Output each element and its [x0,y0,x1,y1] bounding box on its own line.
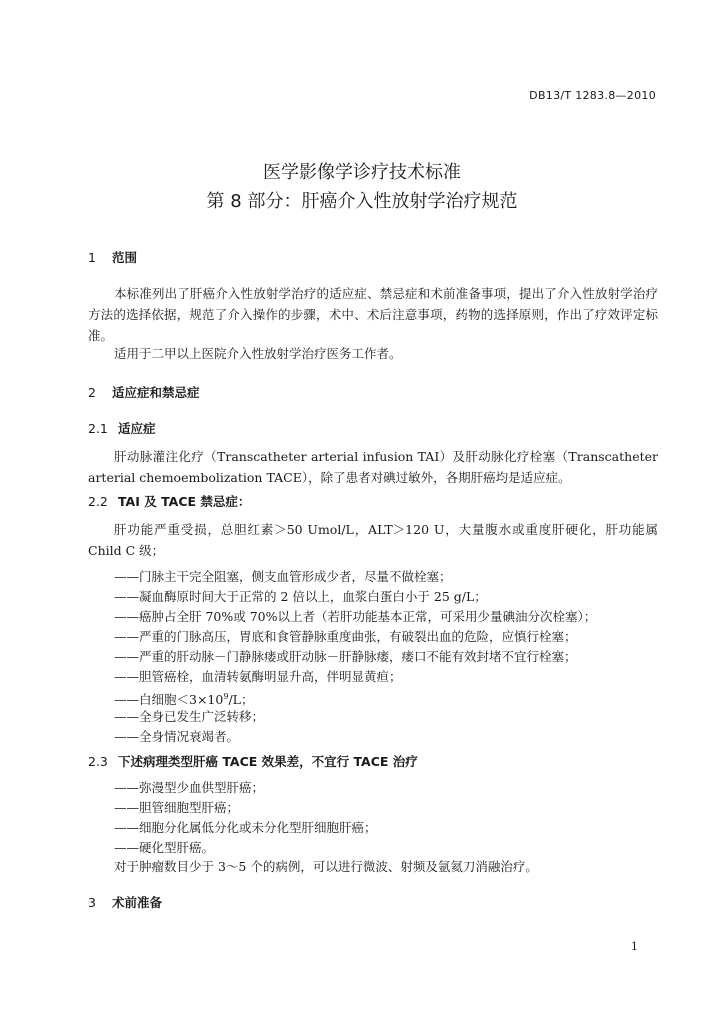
section-number: 2.1 [88,421,108,436]
list-item: ——胆管细胞型肝癌； [114,800,240,815]
section-title: 下述病理类型肝癌 TACE 效果差，不宜行 TACE 治疗 [118,754,418,769]
section-2-heading [88,383,200,401]
section-2-1-heading [88,419,156,437]
section-number: 2.3 [88,754,108,769]
section-1-scope-paragraph: 适用于二甲以上医院介入性放射学治疗医务工作者。 [114,346,402,361]
document-title: 医学影像学诊疗技术标准 [263,162,461,183]
section-title: 适应症 [118,421,156,436]
section-title: 范围 [112,250,138,265]
section-2-2-paragraph: 肝功能严重受损，总胆红素＞50 Umol/L，ALT＞120 U，大量腹水或重度肝硬化，肝功能属 Child C 级； [88,522,658,558]
section-title: 术前准备 [112,895,163,910]
section-2-2-heading [88,492,250,510]
section-2-3-paragraph: 对于肿瘤数目少于 3～5 个的病例，可以进行微波、射频及氩氦刀消融治疗。 [114,859,538,874]
wbc-exponent: 9 [223,692,229,701]
list-item: ——胆管癌栓，血清转氨酶明显升高，伴明显黄疸； [114,669,402,684]
list-item: ——癌肿占全肝 70%或 70%以上者（若肝功能基本正常，可采用少量碘油分次栓塞）； [114,609,597,624]
standard-code: DB13/T 1283.8—2010 [529,89,656,102]
section-number: 2.2 [88,494,108,509]
list-item: ——全身情况衰竭者。 [114,729,240,744]
section-number: 1 [88,250,96,265]
section-number: 3 [88,895,96,910]
page-number: 1 [631,940,638,953]
section-1-heading [88,248,137,266]
list-item: ——弥漫型少血供型肝癌； [114,780,265,795]
list-item: ——门脉主干完全阻塞，侧支血管形成少者，尽量不做栓塞； [114,569,452,584]
list-item: ——硬化型肝癌。 [114,840,215,855]
list-item: ——凝血酶原时间大于正常的 2 倍以上，血浆白蛋白小于 25 g/L； [114,589,487,604]
document-subtitle: 第 8 部分：肝癌介入性放射学治疗规范 [206,191,518,212]
list-item: ——严重的肝动脉－门静脉瘘或肝动脉－肝静脉瘘，瘘口不能有效封堵不宜行栓塞； [114,649,577,664]
section-title: TAI 及 TACE 禁忌症： [118,494,251,509]
section-2-3-heading [88,752,418,770]
list-item: ——全身已发生广泛转移； [114,709,265,724]
section-2-1-paragraph: 肝动脉灌注化疗（Transcatheter arterial infusion TAI）及肝动脉化疗栓塞（Transcatheter arterial chemoembolization TACE），除了患者对碘过敏外，各期肝癌均是适应症。 [88,449,658,485]
section-1-paragraph: 本标准列出了肝癌介入性放射学治疗的适应症、禁忌症和术前准备事项，提出了介入性放射学治疗方法的选择依据，规范了介入操作的步骤，术中、术后注意事项，药物的选择原则，作出了疗效评定标准。 [88,286,658,343]
section-number: 2 [88,385,96,400]
list-item: ——严重的门脉高压，胃底和食管静脉重度曲张，有破裂出血的危险，应慎行栓塞； [114,629,577,644]
wbc-unit: /L； [228,692,254,708]
wbc-text: ——白细胞＜3×10 [114,692,224,708]
list-item: ——细胞分化属低分化或未分化型肝细胞肝癌； [114,820,377,835]
section-3-heading [88,893,162,911]
section-title: 适应症和禁忌症 [112,385,200,400]
